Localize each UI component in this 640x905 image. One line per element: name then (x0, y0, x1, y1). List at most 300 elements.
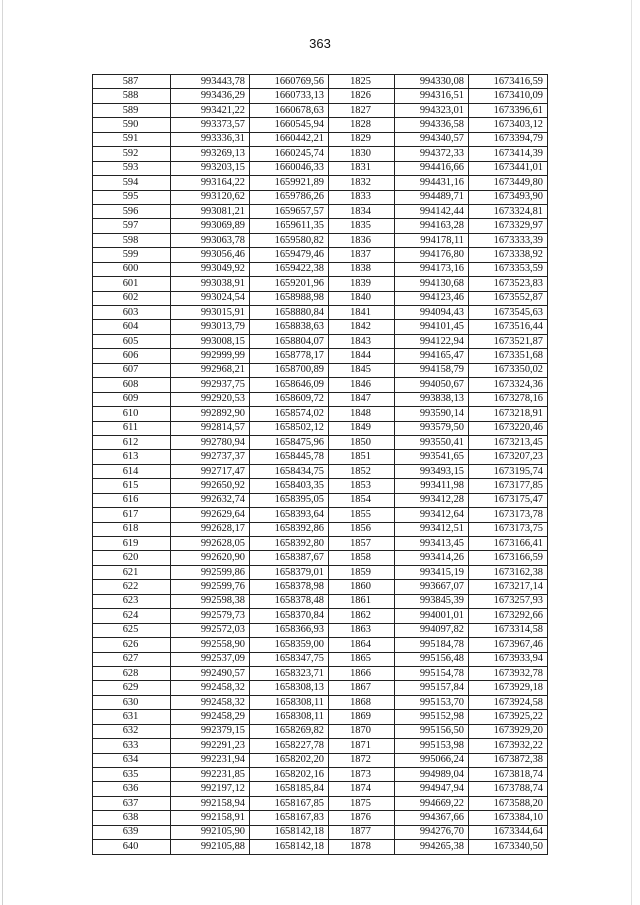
point-id-cell: 1838 (329, 262, 395, 276)
y-coordinate-cell: 1673173,75 (469, 522, 548, 536)
scan-edge-left (2, 0, 3, 905)
y-coordinate-cell: 1673278,16 (469, 392, 548, 406)
x-coordinate-cell: 994316,51 (395, 89, 469, 103)
table-row (93, 435, 548, 449)
y-coordinate-cell: 1673523,83 (469, 277, 548, 291)
point-id-cell: 594 (93, 176, 171, 190)
table-row (93, 508, 548, 522)
y-coordinate-cell: 1658403,35 (250, 479, 329, 493)
y-coordinate-cell: 1673924,58 (469, 695, 548, 709)
x-coordinate-cell: 992105,88 (171, 840, 250, 854)
y-coordinate-cell: 1659201,96 (250, 277, 329, 291)
x-coordinate-cell: 993069,89 (171, 219, 250, 233)
table-row (93, 219, 548, 233)
table-row (93, 233, 548, 247)
point-id-cell: 1844 (329, 349, 395, 363)
y-coordinate-cell: 1658880,84 (250, 306, 329, 320)
point-id-cell: 1839 (329, 277, 395, 291)
y-coordinate-cell: 1658308,11 (250, 710, 329, 724)
point-id-cell: 618 (93, 522, 171, 536)
point-id-cell: 1828 (329, 118, 395, 132)
y-coordinate-cell: 1659657,57 (250, 204, 329, 218)
point-id-cell: 1861 (329, 594, 395, 608)
y-coordinate-cell: 1673932,78 (469, 666, 548, 680)
y-coordinate-cell: 1658142,18 (250, 825, 329, 839)
x-coordinate-cell: 995153,70 (395, 695, 469, 709)
x-coordinate-cell: 993412,64 (395, 508, 469, 522)
x-coordinate-cell: 994094,43 (395, 306, 469, 320)
point-id-cell: 1871 (329, 739, 395, 753)
point-id-cell: 1873 (329, 768, 395, 782)
point-id-cell: 626 (93, 638, 171, 652)
point-id-cell: 1860 (329, 580, 395, 594)
point-id-cell: 1841 (329, 306, 395, 320)
table-row (93, 623, 548, 637)
x-coordinate-cell: 994431,16 (395, 176, 469, 190)
point-id-cell: 1859 (329, 565, 395, 579)
x-coordinate-cell: 994336,58 (395, 118, 469, 132)
x-coordinate-cell: 993550,41 (395, 435, 469, 449)
y-coordinate-cell: 1658202,16 (250, 768, 329, 782)
table-row (93, 190, 548, 204)
point-id-cell: 596 (93, 204, 171, 218)
y-coordinate-cell: 1673175,47 (469, 493, 548, 507)
table-row (93, 392, 548, 406)
y-coordinate-cell: 1673166,59 (469, 551, 548, 565)
table-row (93, 378, 548, 392)
y-coordinate-cell: 1658988,98 (250, 291, 329, 305)
table-row (93, 565, 548, 579)
y-coordinate-cell: 1660545,94 (250, 118, 329, 132)
point-id-cell: 1875 (329, 796, 395, 810)
y-coordinate-cell: 1658167,83 (250, 811, 329, 825)
point-id-cell: 1850 (329, 435, 395, 449)
x-coordinate-cell: 993008,15 (171, 334, 250, 348)
y-coordinate-cell: 1673933,94 (469, 652, 548, 666)
x-coordinate-cell: 992999,99 (171, 349, 250, 363)
x-coordinate-cell: 994130,68 (395, 277, 469, 291)
y-coordinate-cell: 1658378,48 (250, 594, 329, 608)
table-row (93, 594, 548, 608)
x-coordinate-cell: 992197,12 (171, 782, 250, 796)
point-id-cell: 635 (93, 768, 171, 782)
x-coordinate-cell: 993667,07 (395, 580, 469, 594)
x-coordinate-cell: 992458,32 (171, 681, 250, 695)
point-id-cell: 631 (93, 710, 171, 724)
x-coordinate-cell: 992717,47 (171, 464, 250, 478)
y-coordinate-cell: 1658395,05 (250, 493, 329, 507)
x-coordinate-cell: 994276,70 (395, 825, 469, 839)
point-id-cell: 1867 (329, 681, 395, 695)
y-coordinate-cell: 1673213,45 (469, 435, 548, 449)
table-row (93, 277, 548, 291)
x-coordinate-cell: 993120,62 (171, 190, 250, 204)
y-coordinate-cell: 1673545,63 (469, 306, 548, 320)
y-coordinate-cell: 1658142,18 (250, 840, 329, 854)
x-coordinate-cell: 993373,57 (171, 118, 250, 132)
y-coordinate-cell: 1658392,86 (250, 522, 329, 536)
x-coordinate-cell: 994265,38 (395, 840, 469, 854)
point-id-cell: 634 (93, 753, 171, 767)
point-id-cell: 1849 (329, 421, 395, 435)
point-id-cell: 617 (93, 508, 171, 522)
point-id-cell: 639 (93, 825, 171, 839)
point-id-cell: 1865 (329, 652, 395, 666)
point-id-cell: 621 (93, 565, 171, 579)
x-coordinate-cell: 992105,90 (171, 825, 250, 839)
point-id-cell: 595 (93, 190, 171, 204)
y-coordinate-cell: 1673493,90 (469, 190, 548, 204)
x-coordinate-cell: 992231,85 (171, 768, 250, 782)
table-row (93, 291, 548, 305)
y-coordinate-cell: 1673340,50 (469, 840, 548, 854)
x-coordinate-cell: 993838,13 (395, 392, 469, 406)
x-coordinate-cell: 993590,14 (395, 407, 469, 421)
x-coordinate-cell: 993164,22 (171, 176, 250, 190)
point-id-cell: 593 (93, 161, 171, 175)
point-id-cell: 1826 (329, 89, 395, 103)
point-id-cell: 619 (93, 537, 171, 551)
point-id-cell: 598 (93, 233, 171, 247)
table-row (93, 840, 548, 854)
point-id-cell: 623 (93, 594, 171, 608)
table-row (93, 609, 548, 623)
table-row (93, 349, 548, 363)
x-coordinate-cell: 993413,45 (395, 537, 469, 551)
y-coordinate-cell: 1659786,26 (250, 190, 329, 204)
y-coordinate-cell: 1660769,56 (250, 75, 329, 89)
x-coordinate-cell: 994122,94 (395, 334, 469, 348)
point-id-cell: 1853 (329, 479, 395, 493)
x-coordinate-cell: 993443,78 (171, 75, 250, 89)
y-coordinate-cell: 1658445,78 (250, 450, 329, 464)
y-coordinate-cell: 1660733,13 (250, 89, 329, 103)
point-id-cell: 600 (93, 262, 171, 276)
point-id-cell: 1855 (329, 508, 395, 522)
table-row (93, 320, 548, 334)
x-coordinate-cell: 993412,51 (395, 522, 469, 536)
x-coordinate-cell: 994416,66 (395, 161, 469, 175)
y-coordinate-cell: 1658378,98 (250, 580, 329, 594)
point-id-cell: 587 (93, 75, 171, 89)
x-coordinate-cell: 993414,26 (395, 551, 469, 565)
point-id-cell: 1852 (329, 464, 395, 478)
y-coordinate-cell: 1673353,59 (469, 262, 548, 276)
y-coordinate-cell: 1673207,23 (469, 450, 548, 464)
x-coordinate-cell: 992599,76 (171, 580, 250, 594)
table-row (93, 796, 548, 810)
x-coordinate-cell: 992892,90 (171, 407, 250, 421)
y-coordinate-cell: 1658700,89 (250, 363, 329, 377)
point-id-cell: 1878 (329, 840, 395, 854)
point-id-cell: 602 (93, 291, 171, 305)
point-id-cell: 605 (93, 334, 171, 348)
point-id-cell: 1827 (329, 103, 395, 117)
point-id-cell: 1874 (329, 782, 395, 796)
point-id-cell: 627 (93, 652, 171, 666)
point-id-cell: 1847 (329, 392, 395, 406)
x-coordinate-cell: 992598,38 (171, 594, 250, 608)
table-row (93, 811, 548, 825)
y-coordinate-cell: 1659422,38 (250, 262, 329, 276)
point-id-cell: 624 (93, 609, 171, 623)
y-coordinate-cell: 1658359,00 (250, 638, 329, 652)
x-coordinate-cell: 994097,82 (395, 623, 469, 637)
table-row (93, 248, 548, 262)
point-id-cell: 1863 (329, 623, 395, 637)
point-id-cell: 622 (93, 580, 171, 594)
x-coordinate-cell: 994158,79 (395, 363, 469, 377)
point-id-cell: 1825 (329, 75, 395, 89)
point-id-cell: 606 (93, 349, 171, 363)
page-number: 363 (309, 36, 331, 51)
x-coordinate-cell: 994947,94 (395, 782, 469, 796)
point-id-cell: 607 (93, 363, 171, 377)
y-coordinate-cell: 1673394,79 (469, 132, 548, 146)
x-coordinate-cell: 993038,91 (171, 277, 250, 291)
point-id-cell: 614 (93, 464, 171, 478)
point-id-cell: 609 (93, 392, 171, 406)
y-coordinate-cell: 1673818,74 (469, 768, 548, 782)
y-coordinate-cell: 1673173,78 (469, 508, 548, 522)
point-id-cell: 589 (93, 103, 171, 117)
point-id-cell: 1864 (329, 638, 395, 652)
y-coordinate-cell: 1673218,91 (469, 407, 548, 421)
y-coordinate-cell: 1658778,17 (250, 349, 329, 363)
x-coordinate-cell: 995157,84 (395, 681, 469, 695)
y-coordinate-cell: 1673410,09 (469, 89, 548, 103)
x-coordinate-cell: 994669,22 (395, 796, 469, 810)
x-coordinate-cell: 994173,16 (395, 262, 469, 276)
table-row (93, 262, 548, 276)
table-row (93, 739, 548, 753)
table-row (93, 666, 548, 680)
x-coordinate-cell: 992158,94 (171, 796, 250, 810)
y-coordinate-cell: 1658574,02 (250, 407, 329, 421)
y-coordinate-cell: 1673925,22 (469, 710, 548, 724)
point-id-cell: 1830 (329, 147, 395, 161)
x-coordinate-cell: 993063,78 (171, 233, 250, 247)
table-row (93, 176, 548, 190)
scan-edge-right (631, 0, 632, 905)
y-coordinate-cell: 1658167,85 (250, 796, 329, 810)
point-id-cell: 588 (93, 89, 171, 103)
table-row (93, 681, 548, 695)
table-row (93, 580, 548, 594)
x-coordinate-cell: 994101,45 (395, 320, 469, 334)
y-coordinate-cell: 1673403,12 (469, 118, 548, 132)
table-row (93, 75, 548, 89)
y-coordinate-cell: 1660678,63 (250, 103, 329, 117)
y-coordinate-cell: 1658370,84 (250, 609, 329, 623)
table-row (93, 753, 548, 767)
point-id-cell: 1840 (329, 291, 395, 305)
x-coordinate-cell: 992780,94 (171, 435, 250, 449)
point-id-cell: 1872 (329, 753, 395, 767)
y-coordinate-cell: 1673552,87 (469, 291, 548, 305)
y-coordinate-cell: 1658434,75 (250, 464, 329, 478)
y-coordinate-cell: 1658393,64 (250, 508, 329, 522)
table-row (93, 464, 548, 478)
y-coordinate-cell: 1658609,72 (250, 392, 329, 406)
x-coordinate-cell: 993411,98 (395, 479, 469, 493)
point-id-cell: 1877 (329, 825, 395, 839)
y-coordinate-cell: 1673166,41 (469, 537, 548, 551)
point-id-cell: 604 (93, 320, 171, 334)
point-id-cell: 1832 (329, 176, 395, 190)
y-coordinate-cell: 1673333,39 (469, 233, 548, 247)
point-id-cell: 1831 (329, 161, 395, 175)
x-coordinate-cell: 994367,66 (395, 811, 469, 825)
x-coordinate-cell: 994163,28 (395, 219, 469, 233)
x-coordinate-cell: 993436,29 (171, 89, 250, 103)
point-id-cell: 608 (93, 378, 171, 392)
point-id-cell: 1845 (329, 363, 395, 377)
x-coordinate-cell: 992920,53 (171, 392, 250, 406)
point-id-cell: 1843 (329, 334, 395, 348)
y-coordinate-cell: 1660046,33 (250, 161, 329, 175)
y-coordinate-cell: 1658308,13 (250, 681, 329, 695)
point-id-cell: 1854 (329, 493, 395, 507)
x-coordinate-cell: 992628,05 (171, 537, 250, 551)
x-coordinate-cell: 993412,28 (395, 493, 469, 507)
point-id-cell: 591 (93, 132, 171, 146)
table-row (93, 161, 548, 175)
point-id-cell: 1835 (329, 219, 395, 233)
x-coordinate-cell: 992158,91 (171, 811, 250, 825)
x-coordinate-cell: 995066,24 (395, 753, 469, 767)
y-coordinate-cell: 1659611,35 (250, 219, 329, 233)
point-id-cell: 630 (93, 695, 171, 709)
x-coordinate-cell: 995152,98 (395, 710, 469, 724)
x-coordinate-cell: 994176,80 (395, 248, 469, 262)
point-id-cell: 636 (93, 782, 171, 796)
y-coordinate-cell: 1673314,58 (469, 623, 548, 637)
table-row (93, 407, 548, 421)
point-id-cell: 1842 (329, 320, 395, 334)
point-id-cell: 1834 (329, 204, 395, 218)
point-id-cell: 597 (93, 219, 171, 233)
point-id-cell: 1868 (329, 695, 395, 709)
point-id-cell: 1870 (329, 724, 395, 738)
y-coordinate-cell: 1660442,21 (250, 132, 329, 146)
y-coordinate-cell: 1673220,46 (469, 421, 548, 435)
x-coordinate-cell: 993493,15 (395, 464, 469, 478)
y-coordinate-cell: 1673441,01 (469, 161, 548, 175)
y-coordinate-cell: 1673872,38 (469, 753, 548, 767)
x-coordinate-cell: 994142,44 (395, 204, 469, 218)
coordinates-table (92, 74, 548, 855)
y-coordinate-cell: 1673414,39 (469, 147, 548, 161)
y-coordinate-cell: 1673257,93 (469, 594, 548, 608)
x-coordinate-cell: 995156,48 (395, 652, 469, 666)
y-coordinate-cell: 1673324,36 (469, 378, 548, 392)
x-coordinate-cell: 992291,23 (171, 739, 250, 753)
x-coordinate-cell: 992458,32 (171, 695, 250, 709)
y-coordinate-cell: 1658502,12 (250, 421, 329, 435)
table-row (93, 695, 548, 709)
x-coordinate-cell: 992737,37 (171, 450, 250, 464)
x-coordinate-cell: 992458,29 (171, 710, 250, 724)
y-coordinate-cell: 1673195,74 (469, 464, 548, 478)
table-row (93, 652, 548, 666)
y-coordinate-cell: 1660245,74 (250, 147, 329, 161)
y-coordinate-cell: 1673329,97 (469, 219, 548, 233)
y-coordinate-cell: 1673521,87 (469, 334, 548, 348)
y-coordinate-cell: 1673396,61 (469, 103, 548, 117)
x-coordinate-cell: 992579,73 (171, 609, 250, 623)
table-row (93, 825, 548, 839)
x-coordinate-cell: 994489,71 (395, 190, 469, 204)
point-id-cell: 1836 (329, 233, 395, 247)
point-id-cell: 628 (93, 666, 171, 680)
x-coordinate-cell: 993421,22 (171, 103, 250, 117)
point-id-cell: 613 (93, 450, 171, 464)
y-coordinate-cell: 1658202,20 (250, 753, 329, 767)
point-id-cell: 592 (93, 147, 171, 161)
x-coordinate-cell: 993203,15 (171, 161, 250, 175)
x-coordinate-cell: 992572,03 (171, 623, 250, 637)
point-id-cell: 1876 (329, 811, 395, 825)
x-coordinate-cell: 992231,94 (171, 753, 250, 767)
y-coordinate-cell: 1673162,38 (469, 565, 548, 579)
x-coordinate-cell: 995153,98 (395, 739, 469, 753)
x-coordinate-cell: 993013,79 (171, 320, 250, 334)
x-coordinate-cell: 993845,39 (395, 594, 469, 608)
table-row (93, 147, 548, 161)
y-coordinate-cell: 1658804,07 (250, 334, 329, 348)
point-id-cell: 633 (93, 739, 171, 753)
y-coordinate-cell: 1659479,46 (250, 248, 329, 262)
x-coordinate-cell: 995184,78 (395, 638, 469, 652)
x-coordinate-cell: 995154,78 (395, 666, 469, 680)
point-id-cell: 1869 (329, 710, 395, 724)
point-id-cell: 1846 (329, 378, 395, 392)
x-coordinate-cell: 994323,01 (395, 103, 469, 117)
x-coordinate-cell: 993081,21 (171, 204, 250, 218)
y-coordinate-cell: 1673929,20 (469, 724, 548, 738)
y-coordinate-cell: 1673588,20 (469, 796, 548, 810)
point-id-cell: 1856 (329, 522, 395, 536)
table-row (93, 421, 548, 435)
table-row (93, 782, 548, 796)
point-id-cell: 625 (93, 623, 171, 637)
x-coordinate-cell: 994165,47 (395, 349, 469, 363)
table-row (93, 522, 548, 536)
y-coordinate-cell: 1673292,66 (469, 609, 548, 623)
x-coordinate-cell: 993015,91 (171, 306, 250, 320)
table-row (93, 638, 548, 652)
x-coordinate-cell: 994989,04 (395, 768, 469, 782)
x-coordinate-cell: 993336,31 (171, 132, 250, 146)
y-coordinate-cell: 1658475,96 (250, 435, 329, 449)
y-coordinate-cell: 1673788,74 (469, 782, 548, 796)
x-coordinate-cell: 993579,50 (395, 421, 469, 435)
x-coordinate-cell: 992937,75 (171, 378, 250, 392)
y-coordinate-cell: 1673516,44 (469, 320, 548, 334)
y-coordinate-cell: 1659580,82 (250, 233, 329, 247)
y-coordinate-cell: 1673929,18 (469, 681, 548, 695)
point-id-cell: 601 (93, 277, 171, 291)
point-id-cell: 1851 (329, 450, 395, 464)
x-coordinate-cell: 994001,01 (395, 609, 469, 623)
y-coordinate-cell: 1658227,78 (250, 739, 329, 753)
x-coordinate-cell: 992814,57 (171, 421, 250, 435)
x-coordinate-cell: 993541,65 (395, 450, 469, 464)
y-coordinate-cell: 1658392,80 (250, 537, 329, 551)
x-coordinate-cell: 992537,09 (171, 652, 250, 666)
x-coordinate-cell: 993056,46 (171, 248, 250, 262)
